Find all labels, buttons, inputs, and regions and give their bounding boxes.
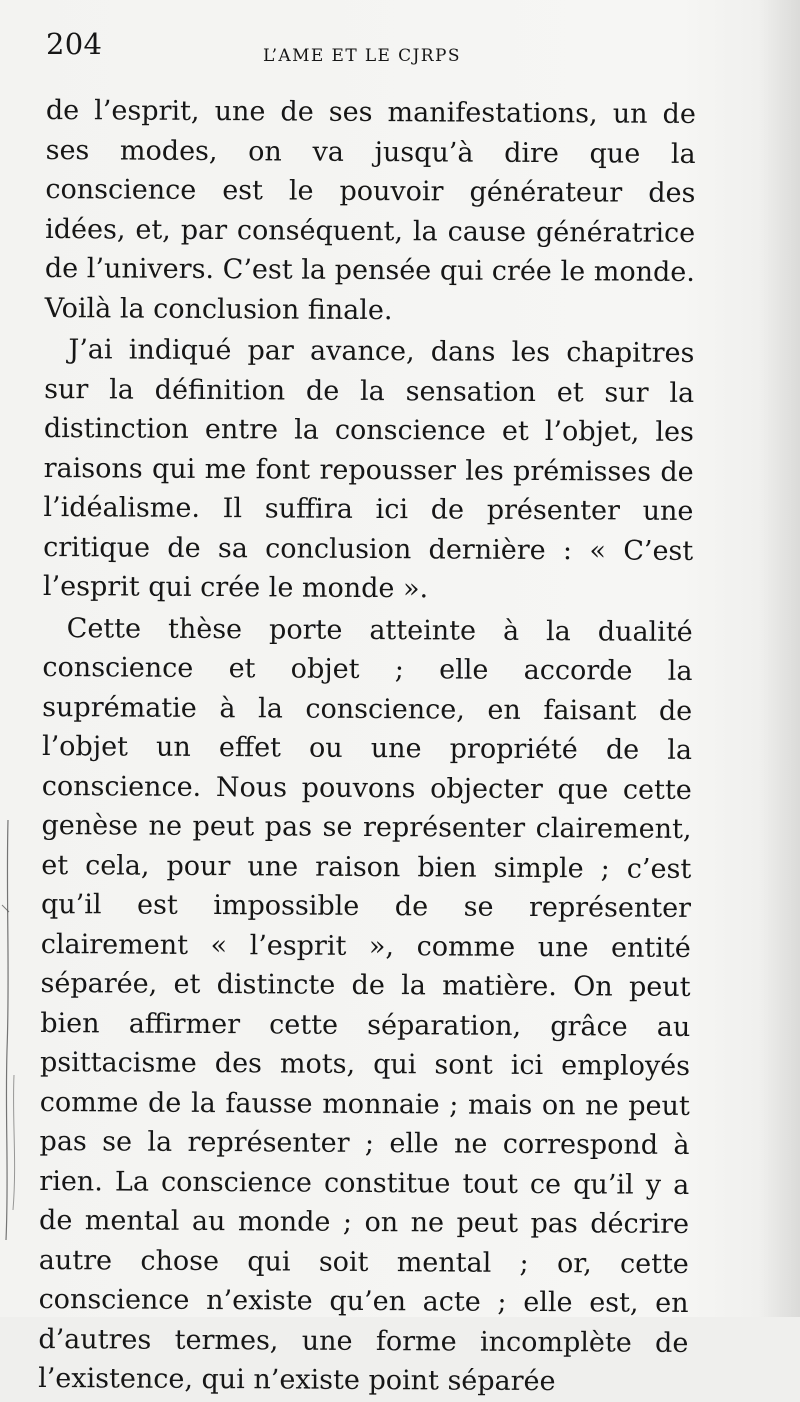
body-text — [38, 91, 696, 1402]
page-number: 204 — [46, 27, 103, 61]
margin-pencil-mark — [0, 820, 26, 1240]
paragraph-critique: Cette thèse porte atteinte à la dualité conscience et objet ; elle accorde la suprématie à la conscience, en faisant de l’objet un effet ou une propriété de la conscience. Nous pouvons objecter que cette genèse ne peut pas se représenter clairement, et cela, pour une raison bien simple ; c’est qu’il est impossible de se représenter clairement « l’esprit », comme une entité séparée, et distincte de la matière. On peut bien affirmer cette séparation, grâce au psittacisme des mots, qui sont ici employés comme de la fausse monnaie ; mais on ne peut pas se la représenter ; elle ne correspond à rien. La conscience constitue tout ce qu’il y a de mental au monde ; on ne peut pas décrire autre chose qui soit mental ; or, cette conscience n’existe qu’en acte ; elle est, en d’autres termes, une forme incomplète de l’existence, qui n’existe point séparée — [38, 612, 693, 1398]
running-title: L’AME ET LE CJRPS — [263, 46, 461, 66]
page-header — [46, 24, 706, 74]
paragraph-idealism-premises: J’ai indiqué par avance, dans les chapitres sur la définition de la sensation et sur la distinction entre la conscience et l’objet, les raisons qui me font repousser les prémisses de l’idéalisme. Il suffira ici de présenter une critique de sa conclusion dernière : « C’est l’esprit qui crée le monde ». — [42, 334, 695, 605]
paragraph-continuation: de l’esprit, une de ses manifestations, un de ses modes, on va jusqu’à dire que la conscience est le pouvoir générateur des idées, et, par conséquent, la cause génératrice de l’univers. C’est la pensée qui crée le monde. Voilà la conclusion finale. — [44, 94, 696, 326]
